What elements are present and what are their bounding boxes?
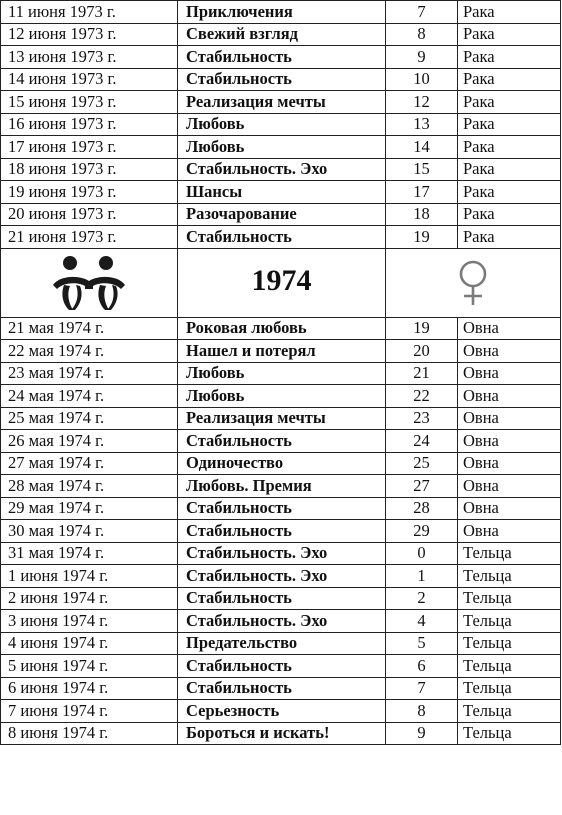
title-cell: Стабильность [178, 587, 386, 610]
number-cell: 1 [386, 565, 458, 588]
sign-cell: Рака [458, 203, 561, 226]
number-cell: 19 [386, 317, 458, 340]
date-cell: 11 июня 1973 г. [1, 1, 178, 24]
table-row [1, 340, 561, 363]
sign-cell: Тельца [458, 632, 561, 655]
table-row [1, 475, 561, 498]
sign-cell: Рака [458, 91, 561, 114]
date-cell: 13 июня 1973 г. [1, 46, 178, 69]
title-cell: Стабильность. Эхо [178, 565, 386, 588]
date-cell: 30 мая 1974 г. [1, 520, 178, 543]
date-cell: 8 июня 1974 г. [1, 722, 178, 745]
date-cell: 7 июня 1974 г. [1, 700, 178, 723]
title-cell: Реализация мечты [178, 91, 386, 114]
number-cell: 19 [386, 226, 458, 249]
title-cell: Стабильность [178, 226, 386, 249]
sign-cell: Рака [458, 226, 561, 249]
number-cell: 6 [386, 655, 458, 678]
sign-cell: Овна [458, 362, 561, 385]
sign-cell: Овна [458, 475, 561, 498]
venus-icon [456, 259, 490, 307]
date-cell: 26 мая 1974 г. [1, 430, 178, 453]
title-cell: Роковая любовь [178, 317, 386, 340]
date-cell: 4 июня 1974 г. [1, 632, 178, 655]
title-cell: Стабильность. Эхо [178, 158, 386, 181]
table-row [1, 385, 561, 408]
number-cell: 0 [386, 542, 458, 565]
number-cell: 7 [386, 1, 458, 24]
date-cell: 28 мая 1974 г. [1, 475, 178, 498]
title-cell: Стабильность [178, 677, 386, 700]
table-row [1, 677, 561, 700]
sign-cell: Тельца [458, 610, 561, 633]
year-label: 1974 [251, 263, 312, 297]
number-cell: 20 [386, 340, 458, 363]
table-row [1, 497, 561, 520]
title-cell: Разочарование [178, 203, 386, 226]
sign-cell: Рака [458, 68, 561, 91]
number-cell: 17 [386, 181, 458, 204]
sign-cell: Тельца [458, 565, 561, 588]
table-row [1, 181, 561, 204]
number-cell: 22 [386, 385, 458, 408]
rows-1973 [1, 1, 561, 249]
title-cell: Стабильность [178, 430, 386, 453]
date-cell: 19 июня 1973 г. [1, 181, 178, 204]
table-row [1, 317, 561, 340]
title-cell: Стабильность [178, 68, 386, 91]
title-cell: Стабильность. Эхо [178, 610, 386, 633]
number-cell: 7 [386, 677, 458, 700]
title-cell: Любовь [178, 385, 386, 408]
sign-cell: Овна [458, 385, 561, 408]
sign-cell: Овна [458, 317, 561, 340]
sign-cell: Тельца [458, 677, 561, 700]
number-cell: 15 [386, 158, 458, 181]
date-cell: 5 июня 1974 г. [1, 655, 178, 678]
sign-cell: Тельца [458, 700, 561, 723]
gemini-icon [52, 255, 126, 311]
number-cell: 12 [386, 91, 458, 114]
number-cell: 25 [386, 452, 458, 475]
sign-cell: Овна [458, 430, 561, 453]
title-cell: Стабильность [178, 655, 386, 678]
sign-cell: Рака [458, 1, 561, 24]
rows-1974 [1, 317, 561, 745]
table-row [1, 203, 561, 226]
date-cell: 15 июня 1973 г. [1, 91, 178, 114]
title-cell: Стабильность. Эхо [178, 542, 386, 565]
table-row [1, 700, 561, 723]
number-cell: 9 [386, 722, 458, 745]
title-cell: Свежий взгляд [178, 23, 386, 46]
date-cell: 24 мая 1974 г. [1, 385, 178, 408]
sign-cell: Тельца [458, 655, 561, 678]
table-row [1, 1, 561, 24]
table-row [1, 407, 561, 430]
table-row [1, 542, 561, 565]
number-cell: 14 [386, 136, 458, 159]
sign-cell: Рака [458, 136, 561, 159]
date-cell: 21 мая 1974 г. [1, 317, 178, 340]
number-cell: 21 [386, 362, 458, 385]
table-row [1, 722, 561, 745]
sign-cell: Тельца [458, 587, 561, 610]
date-cell: 3 июня 1974 г. [1, 610, 178, 633]
title-cell: Любовь [178, 362, 386, 385]
title-cell: Одиночество [178, 452, 386, 475]
table-row [1, 655, 561, 678]
title-cell: Стабильность [178, 520, 386, 543]
sign-cell: Тельца [458, 542, 561, 565]
sign-cell: Овна [458, 520, 561, 543]
number-cell: 8 [386, 700, 458, 723]
table-row [1, 23, 561, 46]
table-row [1, 587, 561, 610]
number-cell: 13 [386, 113, 458, 136]
title-cell: Стабильность [178, 497, 386, 520]
date-cell: 16 июня 1973 г. [1, 113, 178, 136]
number-cell: 28 [386, 497, 458, 520]
title-cell: Бороться и искать! [178, 722, 386, 745]
sign-cell: Овна [458, 452, 561, 475]
table-row [1, 91, 561, 114]
date-cell: 31 мая 1974 г. [1, 542, 178, 565]
year-block [1, 248, 561, 317]
date-cell: 12 июня 1973 г. [1, 23, 178, 46]
number-cell: 18 [386, 203, 458, 226]
sign-cell: Рака [458, 181, 561, 204]
title-cell: Шансы [178, 181, 386, 204]
table-row [1, 113, 561, 136]
year-right-cell [386, 248, 561, 317]
title-cell: Любовь [178, 136, 386, 159]
title-cell: Предательство [178, 632, 386, 655]
table-row [1, 565, 561, 588]
table-row [1, 68, 561, 91]
title-cell: Любовь [178, 113, 386, 136]
number-cell: 10 [386, 68, 458, 91]
sign-cell: Рака [458, 113, 561, 136]
date-cell: 27 мая 1974 г. [1, 452, 178, 475]
number-cell: 2 [386, 587, 458, 610]
number-cell: 24 [386, 430, 458, 453]
table-row [1, 158, 561, 181]
date-cell: 25 мая 1974 г. [1, 407, 178, 430]
number-cell: 4 [386, 610, 458, 633]
date-cell: 6 июня 1974 г. [1, 677, 178, 700]
table-row [1, 362, 561, 385]
year-row [1, 248, 561, 317]
date-cell: 17 июня 1973 г. [1, 136, 178, 159]
table-row [1, 610, 561, 633]
sign-cell: Рака [458, 46, 561, 69]
date-cell: 2 июня 1974 г. [1, 587, 178, 610]
sign-cell: Овна [458, 340, 561, 363]
title-cell: Любовь. Премия [178, 475, 386, 498]
date-cell: 22 мая 1974 г. [1, 340, 178, 363]
year-center-cell [178, 248, 386, 317]
number-cell: 27 [386, 475, 458, 498]
number-cell: 29 [386, 520, 458, 543]
date-cell: 20 июня 1973 г. [1, 203, 178, 226]
table-row [1, 226, 561, 249]
table-row [1, 452, 561, 475]
number-cell: 8 [386, 23, 458, 46]
sign-cell: Рака [458, 23, 561, 46]
title-cell: Реализация мечты [178, 407, 386, 430]
title-cell: Нашел и потерял [178, 340, 386, 363]
date-cell: 21 июня 1973 г. [1, 226, 178, 249]
title-cell: Стабильность [178, 46, 386, 69]
title-cell: Серьезность [178, 700, 386, 723]
sign-cell: Рака [458, 158, 561, 181]
table-row [1, 46, 561, 69]
title-cell: Приключения [178, 1, 386, 24]
table-row [1, 520, 561, 543]
date-cell: 1 июня 1974 г. [1, 565, 178, 588]
date-cell: 29 мая 1974 г. [1, 497, 178, 520]
number-cell: 23 [386, 407, 458, 430]
number-cell: 5 [386, 632, 458, 655]
sign-cell: Тельца [458, 722, 561, 745]
table-row [1, 430, 561, 453]
date-cell: 23 мая 1974 г. [1, 362, 178, 385]
sign-cell: Овна [458, 407, 561, 430]
number-cell: 9 [386, 46, 458, 69]
year-left-cell [1, 248, 178, 317]
date-cell: 18 июня 1973 г. [1, 158, 178, 181]
table-row [1, 632, 561, 655]
table-row [1, 136, 561, 159]
date-cell: 14 июня 1973 г. [1, 68, 178, 91]
sign-cell: Овна [458, 497, 561, 520]
